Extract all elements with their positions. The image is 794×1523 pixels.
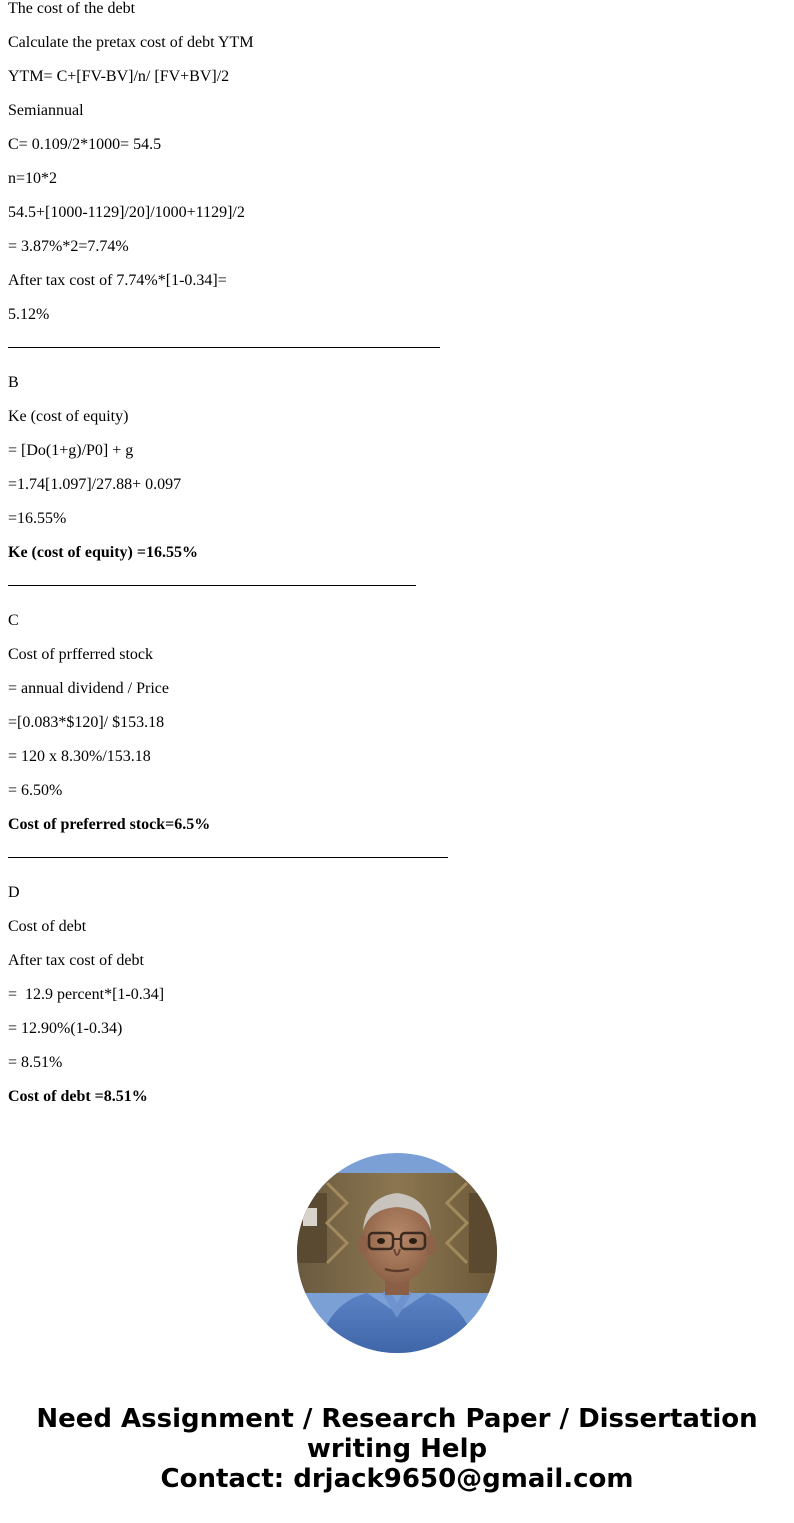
promo-banner xyxy=(0,1404,794,1494)
text-line: Semiannual xyxy=(8,102,84,119)
section-divider xyxy=(8,578,788,596)
bold-result-line: Cost of debt =8.51% xyxy=(8,1088,148,1105)
text-line: Ke (cost of equity) xyxy=(8,408,129,425)
formula-line: n=10*2 xyxy=(8,170,58,187)
section-c-heading: C xyxy=(8,612,19,629)
section-d-heading: D xyxy=(8,884,20,901)
document-body xyxy=(8,0,788,1122)
result-line: =16.55% xyxy=(8,510,67,527)
formula-line: 54.5+[1000-1129]/20]/1000+1129]/2 xyxy=(8,204,245,221)
section-divider xyxy=(8,850,788,868)
formula-line: =[0.083*$120]/ $153.18 xyxy=(8,714,165,731)
result-line: 5.12% xyxy=(8,306,50,323)
promo-line-1: Need Assignment / Research Paper / Dissertation xyxy=(36,1404,758,1434)
formula-line: = 120 x 8.30%/153.18 xyxy=(8,748,151,765)
formula-line: =1.74[1.097]/27.88+ 0.097 xyxy=(8,476,182,493)
portrait-photo xyxy=(297,1153,497,1353)
formula-line: = 3.87%*2=7.74% xyxy=(8,238,129,255)
text-line: Cost of prfferred stock xyxy=(8,646,153,663)
bold-result-line: Ke (cost of equity) =16.55% xyxy=(8,544,198,561)
section-b-heading: B xyxy=(8,374,19,391)
formula-line: = annual dividend / Price xyxy=(8,680,169,697)
formula-line: After tax cost of 7.74%*[1-0.34]= xyxy=(8,272,227,289)
text-line: Calculate the pretax cost of debt YTM xyxy=(8,34,254,51)
text-line: Cost of debt xyxy=(8,918,87,935)
formula-line: = 12.90%(1-0.34) xyxy=(8,1020,123,1037)
formula-line: YTM= C+[FV-BV]/n/ [FV+BV]/2 xyxy=(8,68,230,85)
promo-contact: Contact: drjack9650@gmail.com xyxy=(160,1464,634,1494)
section-a-heading: The cost of the debt xyxy=(8,0,136,17)
section-divider xyxy=(8,340,788,358)
bold-result-line: Cost of preferred stock=6.5% xyxy=(8,816,211,833)
formula-line: C= 0.109/2*1000= 54.5 xyxy=(8,136,162,153)
author-avatar xyxy=(297,1153,497,1353)
promo-line-2: writing Help xyxy=(306,1434,488,1464)
result-line: = 8.51% xyxy=(8,1054,63,1071)
formula-line: = 12.9 percent*[1-0.34] xyxy=(8,986,165,1003)
result-line: = 6.50% xyxy=(8,782,63,799)
formula-line: = [Do(1+g)/P0] + g xyxy=(8,442,134,459)
text-line: After tax cost of debt xyxy=(8,952,144,969)
